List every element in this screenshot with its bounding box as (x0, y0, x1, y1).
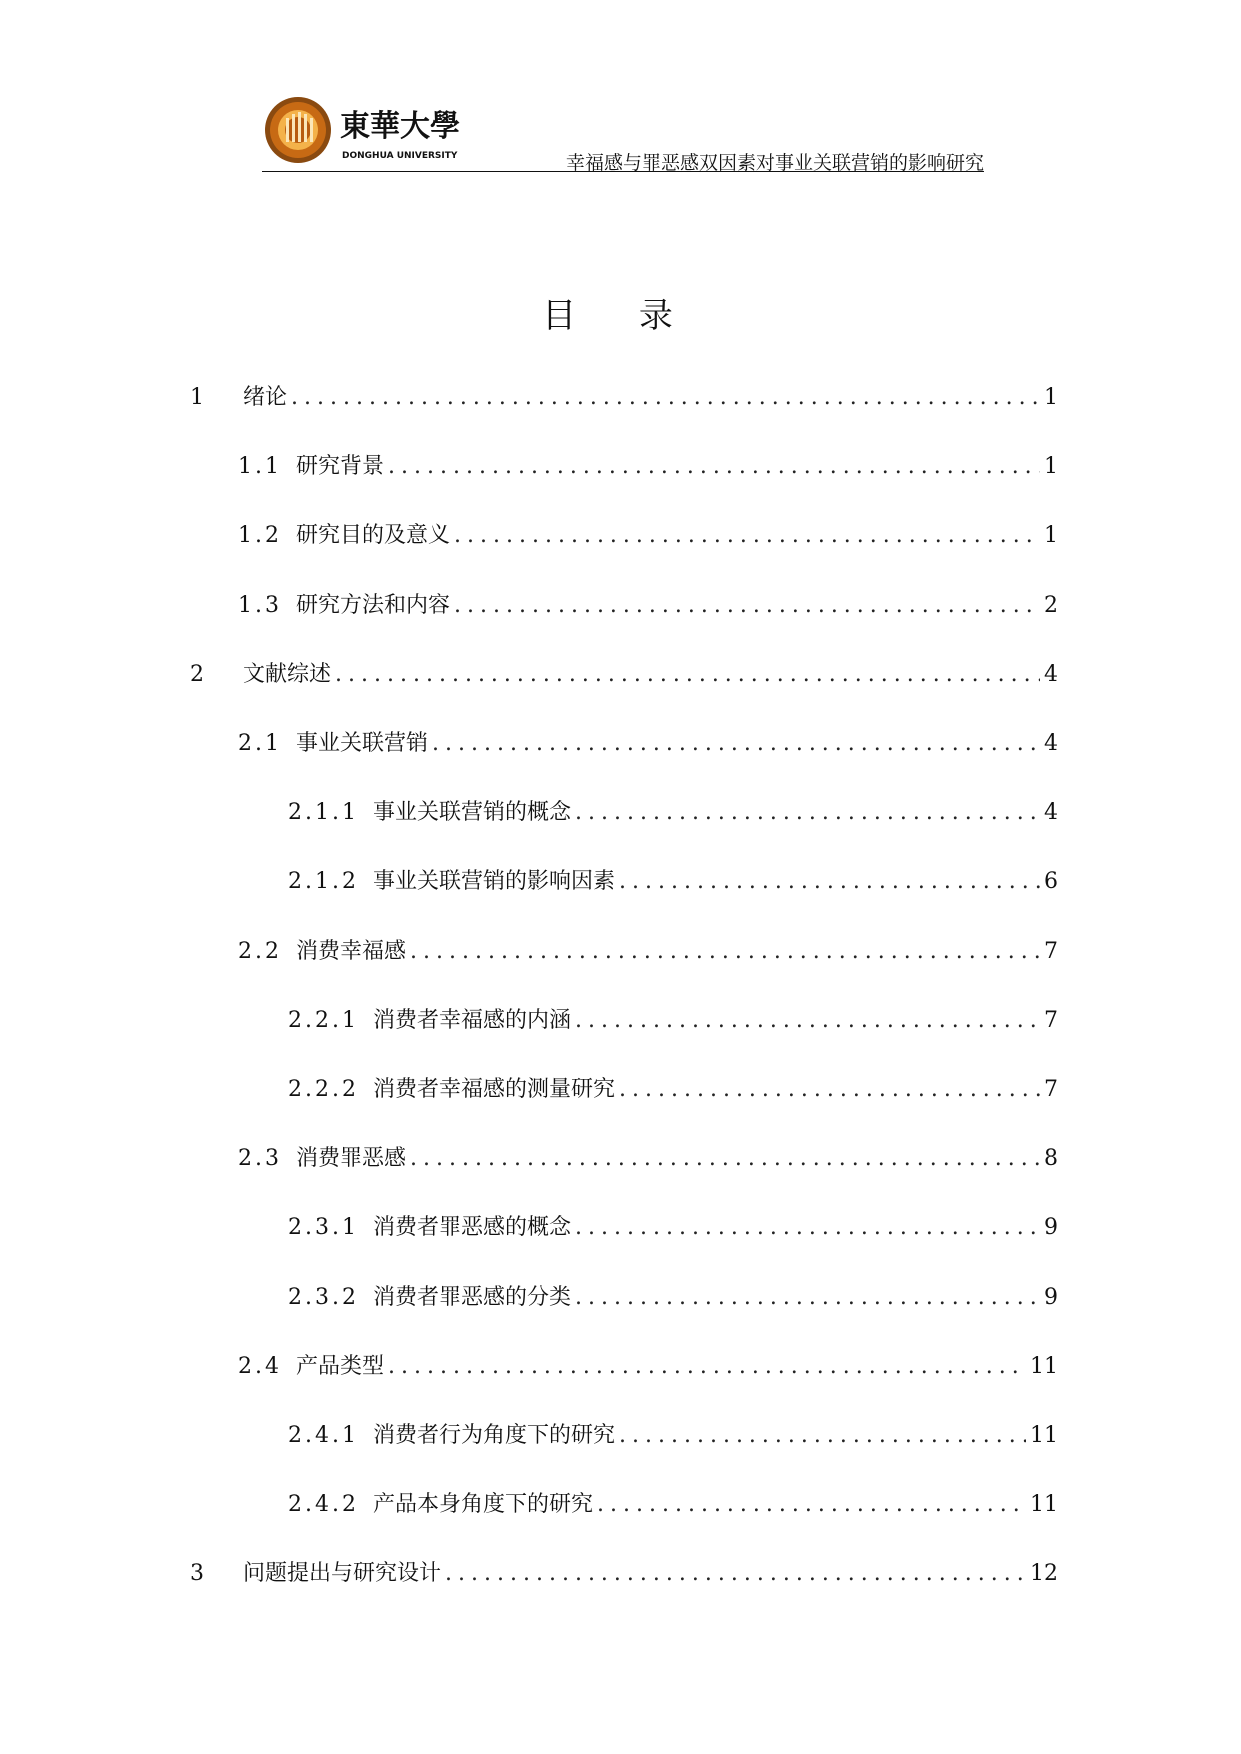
toc-leader-dots (619, 1423, 1026, 1448)
toc-leader-dots (388, 1354, 1026, 1379)
running-title: 幸福感与罪恶感双因素对事业关联营销的影响研究 (565, 152, 984, 174)
toc-leader-dots (410, 1146, 1040, 1171)
toc-entry[interactable] (288, 1072, 1058, 1108)
toc-entry[interactable] (190, 380, 1058, 416)
toc-entry[interactable] (288, 864, 1058, 900)
toc-heading: 目 录 (542, 296, 699, 336)
toc-entry-label: 消费者罪恶感的概念 (372, 1215, 571, 1240)
toc-entry-label: 事业关联营销 (296, 731, 429, 756)
toc-entry[interactable] (238, 726, 1058, 762)
toc-entry-label: 消费者幸福感的测量研究 (372, 1077, 615, 1102)
toc-entry-number: 2.1.2 (288, 869, 359, 894)
toc-entry[interactable] (190, 657, 1058, 693)
toc-entry[interactable] (288, 1210, 1058, 1246)
toc-leader-dots (335, 662, 1040, 687)
toc-entry-number: 2.4.1 (288, 1423, 359, 1448)
toc-leader-dots (454, 523, 1040, 548)
toc-entry-label: 文献综述 (243, 662, 332, 687)
toc-entry[interactable] (190, 1556, 1058, 1592)
toc-entry-label: 消费者罪恶感的分类 (372, 1285, 571, 1310)
toc-leader-dots (432, 731, 1040, 756)
toc-entry-label: 问题提出与研究设计 (243, 1561, 442, 1586)
toc-entry[interactable] (238, 1349, 1058, 1385)
toc-entry-label: 研究背景 (296, 454, 385, 479)
toc-leader-dots (388, 454, 1040, 479)
toc-leader-dots (575, 1008, 1040, 1033)
toc-entry-label: 消费者行为角度下的研究 (372, 1423, 615, 1448)
toc-entry-number: 2.2.1 (288, 1008, 359, 1033)
toc-entry[interactable] (288, 1418, 1058, 1454)
toc-leader-dots (454, 593, 1040, 618)
toc-entry-label: 产品本身角度下的研究 (372, 1492, 593, 1517)
toc-entry-number: 2.4 (238, 1354, 282, 1379)
toc-entry-page: 4 (1044, 731, 1058, 756)
toc-entry-page: 11 (1030, 1354, 1058, 1379)
toc-entry-page: 1 (1044, 385, 1058, 410)
toc-entry-number: 2.3 (238, 1146, 282, 1171)
toc-entry-number: 1.1 (238, 454, 282, 479)
toc-entry-label: 研究目的及意义 (296, 523, 451, 548)
toc-entry-label: 消费幸福感 (296, 939, 407, 964)
toc-entry-label: 消费者幸福感的内涵 (372, 1008, 571, 1033)
toc-entry[interactable] (288, 1003, 1058, 1039)
toc-leader-dots (291, 385, 1040, 410)
toc-entry-page: 8 (1044, 1146, 1058, 1171)
toc-entry-number: 2.3.1 (288, 1215, 359, 1240)
toc-leader-dots (410, 939, 1040, 964)
toc-entry-number: 3 (190, 1561, 207, 1586)
toc-entry-page: 4 (1044, 800, 1058, 825)
toc-entry-page: 1 (1044, 523, 1058, 548)
toc-entry[interactable] (238, 934, 1058, 970)
toc-entry-page: 4 (1044, 662, 1058, 687)
toc-entry-number: 2 (190, 662, 207, 687)
toc-entry-number: 1.3 (238, 593, 282, 618)
toc-entry-number: 2.1.1 (288, 800, 359, 825)
toc-entry-page: 9 (1044, 1215, 1058, 1240)
toc-entry-label: 产品类型 (296, 1354, 385, 1379)
toc-entry-number: 2.4.2 (288, 1492, 359, 1517)
toc-entry-page: 11 (1030, 1423, 1058, 1448)
toc-entry[interactable] (288, 795, 1058, 831)
toc-entry-number: 1.2 (238, 523, 282, 548)
toc-leader-dots (445, 1561, 1026, 1586)
toc-leader-dots (619, 1077, 1040, 1102)
toc-entry-page: 7 (1044, 1077, 1058, 1102)
toc-entry-page: 9 (1044, 1285, 1058, 1310)
toc-entry-label: 绪论 (243, 385, 288, 410)
toc-entry-page: 7 (1044, 939, 1058, 964)
toc-leader-dots (575, 1285, 1040, 1310)
toc-leader-dots (597, 1492, 1026, 1517)
toc-entry-number: 2.2.2 (288, 1077, 359, 1102)
toc-entry-label: 事业关联营销的概念 (372, 800, 571, 825)
svg-text:東華大學: 東華大學 (340, 109, 460, 144)
toc-entry-page: 1 (1044, 454, 1058, 479)
toc-leader-dots (575, 1215, 1040, 1240)
toc-entry-label: 研究方法和内容 (296, 593, 451, 618)
toc-entry[interactable] (288, 1487, 1058, 1523)
toc-entry-page: 6 (1044, 869, 1058, 894)
toc-entry-label: 消费罪恶感 (296, 1146, 407, 1171)
toc-entry[interactable] (238, 588, 1058, 624)
toc-entry-page: 7 (1044, 1008, 1058, 1033)
toc-entry-page: 12 (1030, 1561, 1058, 1586)
toc-leader-dots (575, 800, 1040, 825)
toc-entry-number: 2.1 (238, 731, 282, 756)
toc-entry-number: 1 (190, 385, 207, 410)
toc-entry[interactable] (238, 449, 1058, 485)
svg-text:DONGHUA UNIVERSITY: DONGHUA UNIVERSITY (342, 151, 458, 161)
toc-entry-page: 11 (1030, 1492, 1058, 1517)
toc-entry[interactable] (288, 1280, 1058, 1316)
toc-entry[interactable] (238, 518, 1058, 554)
toc-entry-label: 事业关联营销的影响因素 (372, 869, 615, 894)
toc-entry-number: 2.3.2 (288, 1285, 359, 1310)
toc-entry-page: 2 (1044, 593, 1058, 618)
toc-leader-dots (619, 869, 1040, 894)
toc-entry[interactable] (238, 1141, 1058, 1177)
toc-entry-number: 2.2 (238, 939, 282, 964)
